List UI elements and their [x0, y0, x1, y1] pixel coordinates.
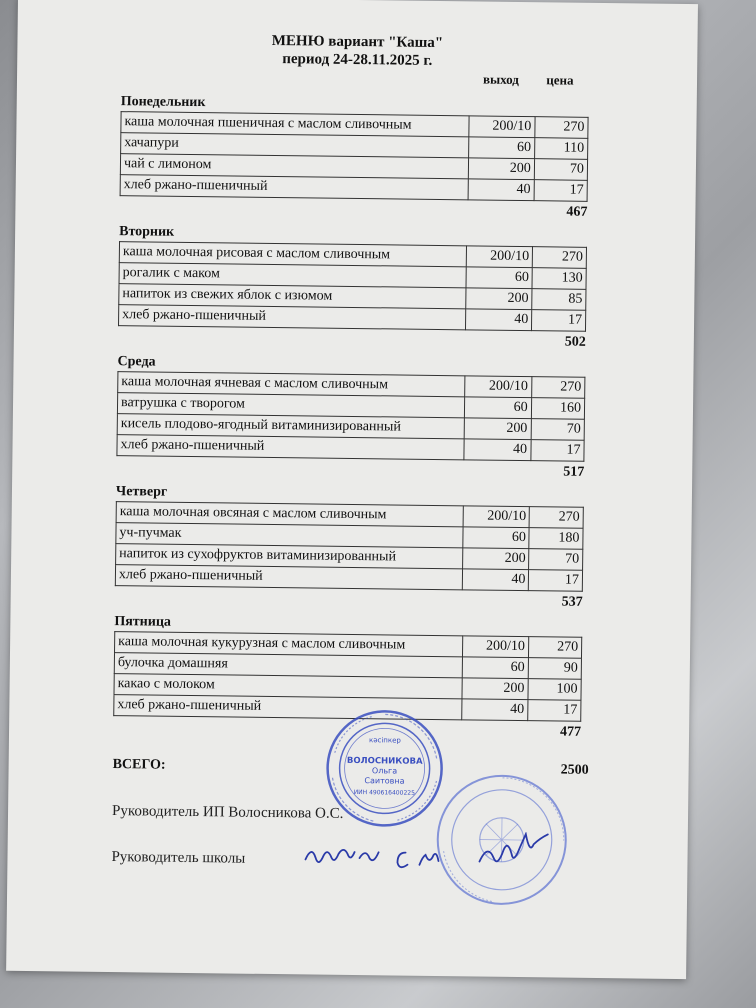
- day-menu-table: [118, 241, 587, 332]
- stamp1-line1: ВОЛОСНИКОВА: [346, 755, 423, 767]
- day-total: 502: [564, 334, 586, 350]
- dish-price: 17: [532, 310, 586, 332]
- handwritten-signature-name: [301, 837, 451, 879]
- round-stamp-ip: [324, 708, 445, 829]
- dish-output: 200: [466, 288, 533, 310]
- dish-price: 85: [532, 289, 586, 311]
- menu-period: период 24-28.11.2025 г.: [282, 51, 433, 69]
- day-menu-table: [115, 501, 584, 592]
- day-total: 517: [563, 464, 585, 480]
- dish-output: 60: [465, 397, 531, 419]
- dish-name: хлеб ржано-пшеничный: [120, 175, 468, 200]
- dish-price: 90: [528, 658, 581, 680]
- dish-name: хачапури: [121, 133, 469, 158]
- dish-output: 40: [463, 569, 529, 591]
- dish-name: кисель плодово-ягодный витаминизированный: [117, 414, 465, 439]
- day-title: Понедельник: [120, 94, 206, 111]
- dish-price: 17: [530, 440, 584, 462]
- stamp1-line2: Ольга: [371, 766, 398, 776]
- dish-price: 130: [532, 268, 586, 290]
- dish-price: 100: [528, 679, 581, 701]
- grand-total-label: ВСЕГО:: [112, 757, 166, 773]
- dish-output: 60: [466, 267, 533, 289]
- dish-price: 17: [529, 570, 583, 592]
- dish-output: 200: [468, 158, 534, 180]
- day-menu-table: [120, 111, 589, 202]
- dish-output: 200: [462, 678, 528, 700]
- dish-name: хлеб ржано-пшеничный: [119, 305, 466, 330]
- dish-price: 270: [530, 507, 584, 529]
- menu-sheet: [6, 0, 698, 979]
- dish-price: 70: [529, 549, 583, 571]
- dish-name: хлеб ржано-пшеничный: [114, 695, 462, 720]
- dish-price: 70: [531, 419, 585, 441]
- day-title: Вторник: [119, 224, 175, 240]
- dish-price: 270: [532, 247, 586, 269]
- dish-output: 40: [468, 179, 534, 201]
- handwritten-signature-mark: [473, 831, 554, 882]
- dish-name: каша молочная ячневая с маслом сливочным: [118, 372, 466, 397]
- day-title: Среда: [117, 354, 156, 370]
- dish-price: 270: [528, 637, 581, 659]
- dish-output: 200: [463, 548, 529, 570]
- col-price-header: цена: [546, 72, 574, 88]
- grand-total-value: 2500: [560, 762, 589, 778]
- day-menu-table: [116, 371, 585, 462]
- dish-name: чай с лимоном: [120, 154, 468, 179]
- day-total: 477: [559, 724, 582, 740]
- dish-price: 17: [534, 180, 587, 202]
- dish-output: 40: [465, 309, 532, 331]
- column-headers: [483, 72, 574, 89]
- day-total: 537: [561, 594, 583, 610]
- dish-name: каша молочная рисовая с маслом сливочным: [119, 242, 466, 267]
- dish-output: 60: [462, 657, 528, 679]
- dish-price: 17: [528, 700, 581, 722]
- day-title: Четверг: [115, 484, 168, 500]
- day-block: [118, 223, 587, 354]
- dish-output: 40: [462, 699, 528, 721]
- dish-output: 60: [463, 527, 529, 549]
- day-block: [116, 353, 585, 484]
- dish-name: каша молочная кукурузная с маслом сливочным: [115, 632, 463, 657]
- dish-output: 40: [464, 439, 530, 461]
- day-title: Пятница: [114, 614, 172, 630]
- day-block: [115, 483, 584, 614]
- dish-output: 200/10: [466, 246, 533, 268]
- dish-name: хлеб ржано-пшеничный: [115, 565, 463, 590]
- dish-name: каша молочная овсяная с маслом сливочным: [116, 502, 464, 527]
- dish-price: 180: [529, 528, 583, 550]
- dish-price: 70: [534, 159, 587, 181]
- dish-output: 200/10: [463, 506, 529, 528]
- stamp1-line3: Саитовна: [364, 776, 405, 786]
- dish-name: булочка домашняя: [114, 653, 462, 678]
- dish-output: 200/10: [462, 636, 528, 658]
- stamp1-top-text: кәсіпкер: [368, 736, 401, 745]
- dish-price: 110: [534, 138, 587, 160]
- day-block: [119, 93, 588, 224]
- dish-name: какао с молоком: [114, 674, 462, 699]
- dish-name: каша молочная пшеничная с маслом сливочным: [121, 112, 469, 137]
- signature-director-ip: Руководитель ИП Волосникова О.С.: [111, 803, 344, 822]
- dish-name: уч-пучмак: [116, 523, 464, 548]
- dish-name: напиток из сухофруктов витаминизированный: [116, 544, 464, 569]
- col-output-header: выход: [482, 71, 520, 87]
- dish-name: хлеб ржано-пшеничный: [117, 435, 465, 460]
- dish-output: 60: [468, 137, 534, 159]
- dish-name: ватрушка с творогом: [117, 393, 465, 418]
- signature-director-school: Руководитель школы: [111, 849, 246, 867]
- dish-price: 270: [531, 377, 585, 399]
- dish-price: 160: [531, 398, 585, 420]
- day-total: 467: [566, 204, 588, 220]
- dish-name: напиток из свежих яблок с изюмом: [119, 284, 466, 309]
- dish-output: 200: [465, 418, 531, 440]
- stamp1-line4: ИИН 490616400225: [353, 789, 415, 797]
- dish-output: 200/10: [465, 376, 531, 398]
- dish-output: 200/10: [469, 116, 535, 138]
- menu-title: МЕНЮ вариант "Каша": [271, 32, 444, 52]
- dish-name: рогалик с маком: [119, 263, 466, 288]
- dish-price: 270: [535, 117, 588, 139]
